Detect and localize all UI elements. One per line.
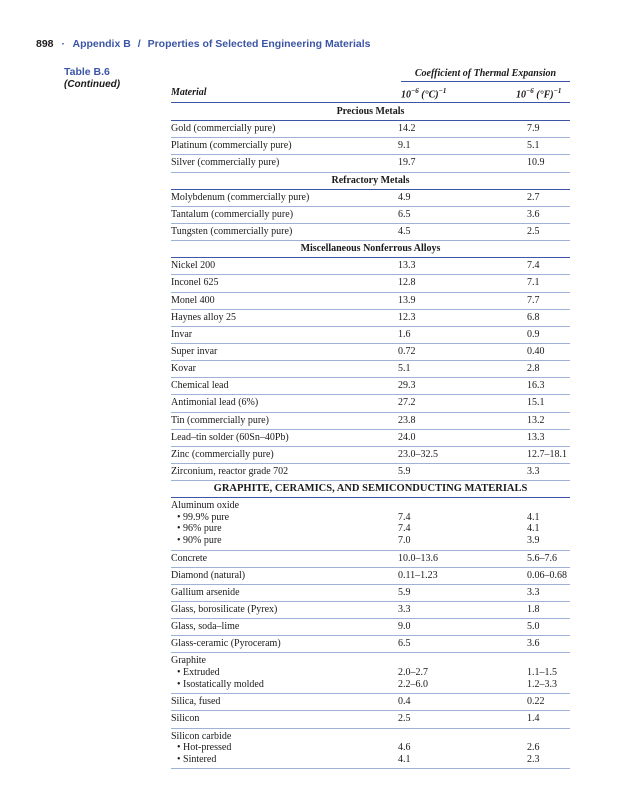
table-row bbox=[171, 551, 570, 568]
material-name: Silica, fused bbox=[171, 696, 221, 708]
value-celsius: 0.72 bbox=[398, 345, 416, 357]
value-celsius: 23.0–32.5 bbox=[398, 448, 438, 460]
value-celsius: 2.2–6.0 bbox=[398, 678, 428, 690]
table-row bbox=[171, 585, 570, 602]
value-celsius: 9.1 bbox=[398, 140, 411, 152]
value-celsius: 12.8 bbox=[398, 277, 416, 289]
section-heading bbox=[171, 241, 570, 258]
column-headers bbox=[171, 87, 570, 101]
section-heading bbox=[171, 104, 570, 121]
value-celsius: 5.9 bbox=[398, 465, 411, 477]
celsius-column-header: $10^{-6}$ $(^\circ C)^{-1}$ bbox=[401, 87, 447, 101]
value-celsius: 2.5 bbox=[398, 713, 411, 725]
value-celsius: 1.6 bbox=[398, 328, 411, 340]
material-name: Gold (commercially pure) bbox=[171, 123, 276, 135]
value-celsius: 4.9 bbox=[398, 191, 411, 203]
value-celsius: 5.1 bbox=[398, 363, 411, 375]
section-title: Precious Metals bbox=[336, 106, 405, 117]
header-title: Properties of Selected Engineering Materials bbox=[147, 38, 371, 50]
material-name: Invar bbox=[171, 328, 193, 340]
value-celsius: 13.3 bbox=[398, 260, 416, 272]
value-celsius: 7.4 bbox=[398, 523, 411, 535]
material-variant: • 96% pure bbox=[177, 523, 222, 535]
table-row bbox=[171, 636, 570, 653]
value-fahrenheit: 5.0 bbox=[527, 621, 540, 633]
value-celsius: 27.2 bbox=[398, 397, 416, 409]
table-row bbox=[171, 498, 570, 550]
material-name: Super invar bbox=[171, 345, 218, 357]
section-title: Miscellaneous Nonferrous Alloys bbox=[300, 243, 441, 255]
table-row bbox=[171, 361, 570, 378]
value-celsius: 2.0–2.7 bbox=[398, 667, 428, 679]
table-row bbox=[171, 447, 570, 464]
table-row bbox=[171, 694, 570, 711]
material-name: Antimonial lead (6%) bbox=[171, 397, 259, 409]
value-fahrenheit: 6.8 bbox=[527, 311, 540, 323]
material-name: Diamond (natural) bbox=[171, 569, 246, 581]
section-title: Refractory Metals bbox=[331, 174, 410, 186]
material-name: Zirconium, reactor grade 702 bbox=[171, 465, 289, 477]
table-row bbox=[171, 413, 570, 430]
appendix-label: Appendix B bbox=[72, 38, 131, 50]
table-row bbox=[171, 327, 570, 344]
value-fahrenheit: 13.2 bbox=[527, 414, 545, 426]
value-celsius: 3.3 bbox=[398, 604, 411, 616]
value-fahrenheit: 7.1 bbox=[527, 277, 540, 289]
value-celsius: 23.8 bbox=[398, 414, 416, 426]
value-celsius: 0.4 bbox=[398, 696, 411, 708]
header-dot: · bbox=[61, 38, 65, 50]
running-header bbox=[36, 38, 371, 50]
table-row bbox=[171, 653, 570, 694]
material-name: Monel 400 bbox=[171, 294, 215, 306]
material-name: Gallium arsenide bbox=[171, 586, 240, 598]
material-name: Tungsten (commercially pure) bbox=[171, 225, 293, 237]
material-name: Haynes alloy 25 bbox=[171, 311, 236, 323]
value-celsius: 29.3 bbox=[398, 380, 416, 392]
value-celsius: 5.9 bbox=[398, 586, 411, 598]
value-celsius: 12.3 bbox=[398, 311, 416, 323]
header-rule bbox=[171, 102, 570, 103]
table-row bbox=[171, 711, 570, 728]
value-fahrenheit: 12.7–18.1 bbox=[527, 448, 567, 460]
table-label: Table B.6 bbox=[64, 66, 110, 78]
material-name: Kovar bbox=[171, 363, 196, 375]
value-fahrenheit: 3.3 bbox=[527, 465, 540, 477]
value-celsius: 0.11–1.23 bbox=[398, 569, 438, 581]
value-fahrenheit: 1.1–1.5 bbox=[527, 667, 557, 679]
value-fahrenheit: 7.7 bbox=[527, 294, 540, 306]
table-row bbox=[171, 619, 570, 636]
value-fahrenheit: 7.4 bbox=[527, 260, 540, 272]
material-name: Silver (commercially pure) bbox=[171, 157, 280, 169]
table-row bbox=[171, 207, 570, 224]
material-name: Silicon carbide bbox=[171, 730, 232, 742]
material-variant: • Hot-pressed bbox=[177, 742, 232, 754]
material-column-header: Material bbox=[171, 87, 207, 98]
value-fahrenheit: 13.3 bbox=[527, 431, 545, 443]
material-name: Chemical lead bbox=[171, 380, 229, 392]
table-row bbox=[171, 464, 570, 481]
value-fahrenheit: 10.9 bbox=[527, 157, 545, 169]
table-row bbox=[171, 258, 570, 275]
value-celsius: 10.0–13.6 bbox=[398, 552, 438, 564]
table-row bbox=[171, 568, 570, 585]
value-fahrenheit: 3.6 bbox=[527, 638, 540, 650]
coefficient-group-header: Coefficient of Thermal Expansion bbox=[401, 68, 570, 82]
material-name: Aluminum oxide bbox=[171, 500, 240, 512]
value-fahrenheit: 2.8 bbox=[527, 363, 540, 375]
value-celsius: 4.5 bbox=[398, 225, 411, 237]
value-fahrenheit: 5.6–7.6 bbox=[527, 552, 557, 564]
table-row bbox=[171, 602, 570, 619]
fahrenheit-column-header: $10^{-6}$ $(^\circ F)^{-1}$ bbox=[516, 87, 562, 101]
value-celsius: 6.5 bbox=[398, 208, 411, 220]
value-celsius: 24.0 bbox=[398, 431, 416, 443]
material-name: Glass-ceramic (Pyroceram) bbox=[171, 638, 281, 650]
material-variant: • 99.9% pure bbox=[177, 511, 230, 523]
table-row bbox=[171, 121, 570, 138]
value-fahrenheit: 1.4 bbox=[527, 713, 540, 725]
table-row bbox=[171, 155, 570, 172]
table-row bbox=[171, 275, 570, 292]
material-name: Tantalum (commercially pure) bbox=[171, 208, 294, 220]
value-fahrenheit: 2.3 bbox=[527, 753, 540, 765]
material-name: Inconel 625 bbox=[171, 277, 219, 289]
value-fahrenheit: 3.9 bbox=[527, 535, 540, 547]
value-celsius: 6.5 bbox=[398, 638, 411, 650]
material-name: Tin (commercially pure) bbox=[171, 414, 269, 426]
value-fahrenheit: 4.1 bbox=[527, 511, 540, 523]
value-fahrenheit: 3.3 bbox=[527, 586, 540, 598]
material-variant: • Sintered bbox=[177, 753, 217, 765]
table-row bbox=[171, 344, 570, 361]
material-name: Nickel 200 bbox=[171, 260, 216, 272]
table-row bbox=[171, 430, 570, 447]
material-variant: • Extruded bbox=[177, 667, 220, 679]
material-name: Zinc (commercially pure) bbox=[171, 448, 274, 460]
material-name: Graphite bbox=[171, 655, 206, 667]
table-row bbox=[171, 310, 570, 327]
value-fahrenheit: 2.5 bbox=[527, 225, 540, 237]
material-name: Glass, borosilicate (Pyrex) bbox=[171, 604, 278, 616]
value-celsius: 14.2 bbox=[398, 123, 416, 135]
material-variant: • 90% pure bbox=[177, 535, 222, 547]
table-row bbox=[171, 378, 570, 395]
table-row bbox=[171, 190, 570, 207]
material-name: Glass, soda–lime bbox=[171, 621, 240, 633]
value-fahrenheit: 0.40 bbox=[527, 345, 545, 357]
material-variant: • Isostatically molded bbox=[177, 678, 264, 690]
material-name: Platinum (commercially pure) bbox=[171, 140, 292, 152]
header-separator: / bbox=[137, 38, 141, 50]
value-fahrenheit: 1.2–3.3 bbox=[527, 678, 557, 690]
section-heading bbox=[171, 481, 570, 498]
value-celsius: 4.1 bbox=[398, 753, 411, 765]
section-title: GRAPHITE, CERAMICS, AND SEMICONDUCTING MATERIALS bbox=[213, 483, 528, 495]
section-heading bbox=[171, 173, 570, 190]
table-row bbox=[171, 293, 570, 310]
table-body bbox=[171, 104, 570, 769]
value-celsius: 19.7 bbox=[398, 157, 416, 169]
table-row bbox=[171, 224, 570, 241]
value-celsius: 7.4 bbox=[398, 511, 411, 523]
value-fahrenheit: 2.6 bbox=[527, 742, 540, 754]
value-fahrenheit: 5.1 bbox=[527, 140, 540, 152]
value-fahrenheit: 0.9 bbox=[527, 328, 540, 340]
value-fahrenheit: 1.8 bbox=[527, 604, 540, 616]
material-name: Lead–tin solder (60Sn–40Pb) bbox=[171, 431, 289, 443]
value-celsius: 9.0 bbox=[398, 621, 411, 633]
value-celsius: 4.6 bbox=[398, 742, 411, 754]
value-fahrenheit: 4.1 bbox=[527, 523, 540, 535]
table-row bbox=[171, 729, 570, 770]
material-name: Silicon bbox=[171, 713, 200, 725]
table-row bbox=[171, 138, 570, 155]
value-fahrenheit: 15.1 bbox=[527, 397, 545, 409]
value-fahrenheit: 16.3 bbox=[527, 380, 545, 392]
value-fahrenheit: 7.9 bbox=[527, 123, 540, 135]
page-number: 898 bbox=[36, 38, 54, 50]
value-celsius: 13.9 bbox=[398, 294, 416, 306]
value-fahrenheit: 0.06–0.68 bbox=[527, 569, 567, 581]
table-row bbox=[171, 395, 570, 412]
value-fahrenheit: 3.6 bbox=[527, 208, 540, 220]
value-fahrenheit: 0.22 bbox=[527, 696, 545, 708]
material-name: Molybdenum (commercially pure) bbox=[171, 191, 310, 203]
value-celsius: 7.0 bbox=[398, 535, 411, 547]
value-fahrenheit: 2.7 bbox=[527, 191, 540, 203]
table-continued: (Continued) bbox=[64, 79, 121, 90]
material-name: Concrete bbox=[171, 552, 208, 564]
